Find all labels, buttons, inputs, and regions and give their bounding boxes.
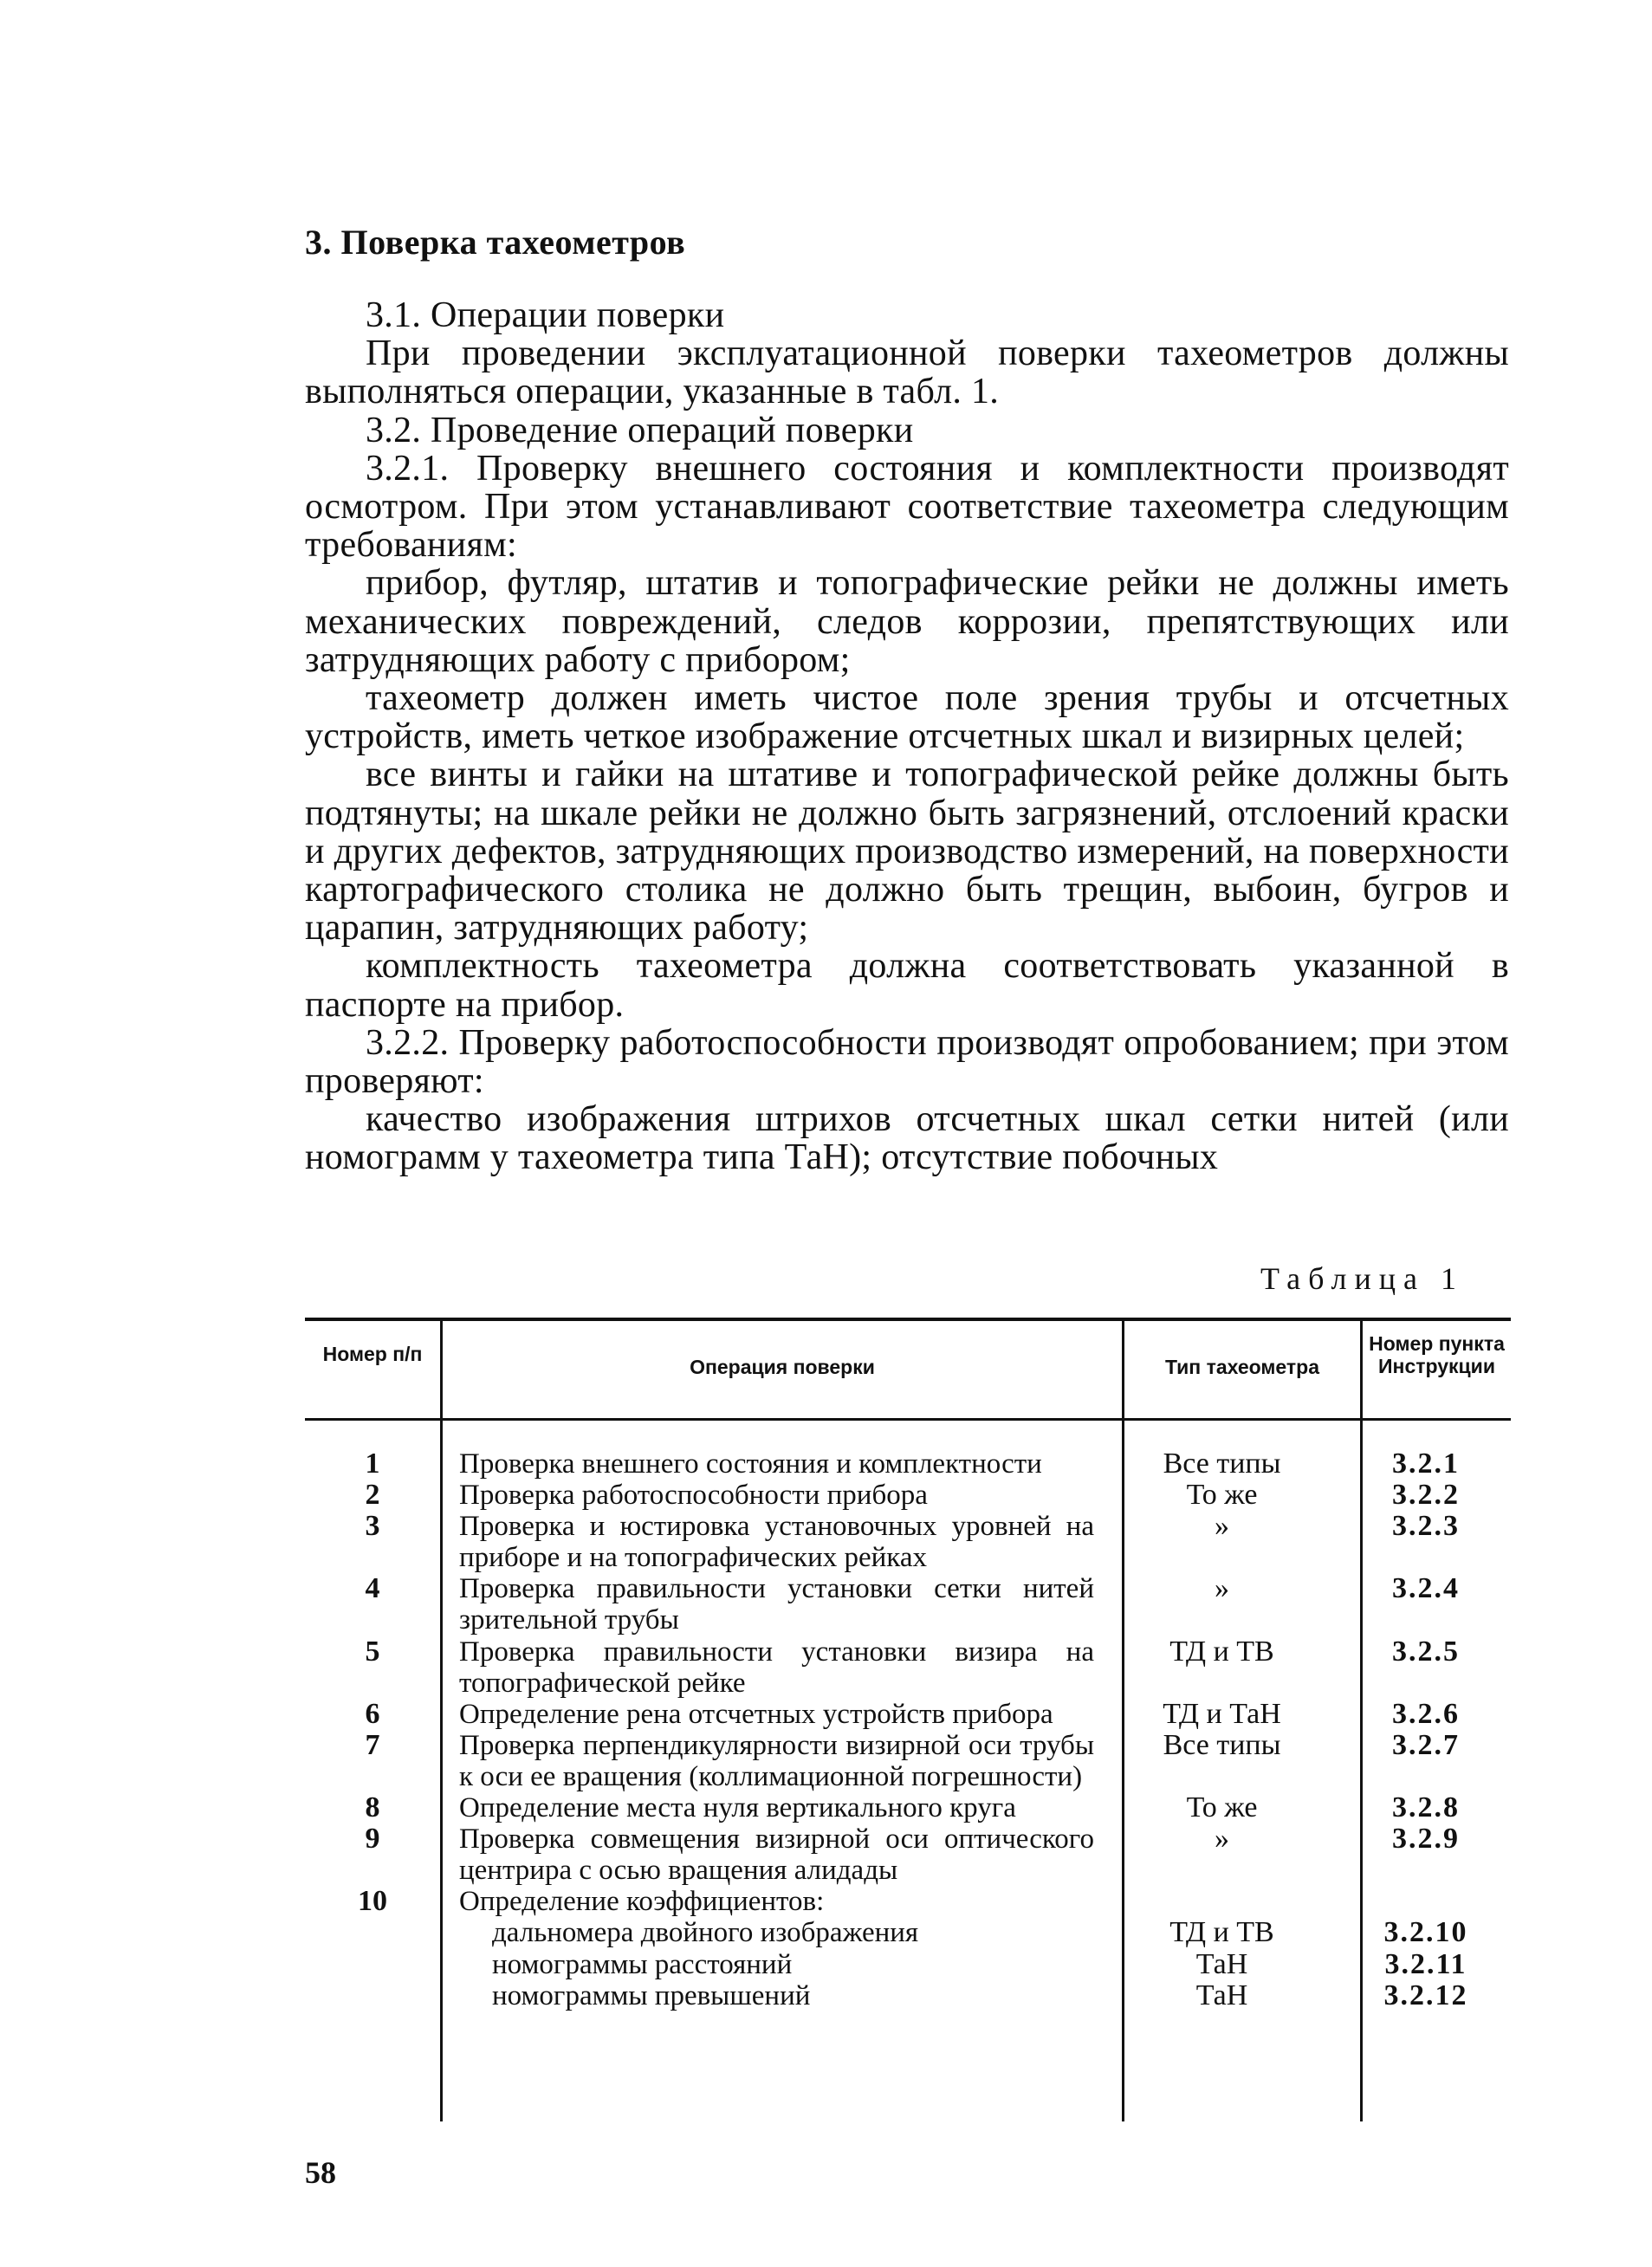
row-type: Все типы [1163, 1448, 1281, 1480]
row-operation: Проверка совмещения визирной оси оптического центрира с осью вращения алидады [459, 1823, 1094, 1887]
row-num: 4 [365, 1572, 380, 1605]
paragraph: комплектность тахеометра должна соответствовать указанной в паспорте на прибор. [305, 946, 1509, 1025]
table-row [305, 1730, 1511, 1792]
row-num: 8 [365, 1791, 380, 1824]
header-operation: Операция поверки [690, 1356, 875, 1378]
paragraph: качество изображения штрихов отсчетных шкал сетки нитей (или номограмм у тахеометра типа ТаН); отсутствие побочных [305, 1099, 1509, 1178]
paragraph: 3.1. Операции поверки [366, 295, 725, 335]
row-operation: Проверка и юстировка установочных уровней на приборе и на топографических рейках [459, 1511, 1094, 1574]
row-num: 5 [365, 1635, 380, 1668]
row-ref: 3.2.3 [1392, 1510, 1460, 1543]
table-row [305, 1886, 1511, 1917]
page-number: 58 [305, 2155, 336, 2190]
row-num: 1 [365, 1448, 380, 1480]
row-operation: Проверка правильности установки сетки нитей зрительной трубы [459, 1573, 1094, 1636]
row-num: 7 [365, 1728, 380, 1761]
table-caption: Таблица 1 [1260, 1261, 1464, 1296]
row-num-empty [305, 1917, 440, 1948]
paragraph: 3.2. Проведение операций поверки [366, 410, 914, 450]
row-num-empty [305, 1949, 440, 1980]
row-ref: 3.2.5 [1392, 1635, 1460, 1668]
row-ref: 3.2.4 [1392, 1572, 1460, 1605]
table-row [305, 1699, 1511, 1730]
table-subrow [305, 1980, 1511, 2011]
row-ref: 3.2.6 [1392, 1697, 1460, 1730]
row-num: 2 [365, 1479, 380, 1512]
section-title: 3. Поверка тахеометров [305, 223, 686, 262]
table-subrow [305, 1949, 1511, 1980]
row-type: То же [1186, 1479, 1258, 1512]
row-num-empty [305, 1980, 440, 2011]
paragraph: все винты и гайки на штативе и топографической рейке должны быть подтянуты; на шкале рейки не должно быть загрязнений, отслоений краски и других дефектов, затрудняющих производство измерений, на поверхности картографического столика не должно быть трещин, выбоин, бугров и царапин, затрудняющих работу; [305, 755, 1509, 949]
row-operation: Определение коэффициентов: [459, 1886, 825, 1918]
row-operation: Проверка правильности установки визира на топографической рейке [459, 1635, 1094, 1699]
subrow-ref: 3.2.11 [1384, 1947, 1467, 1980]
paragraph: прибор, футляр, штатив и топографические рейки не должны иметь механических повреждений, следов коррозии, препятствующих или затрудняющих работу с прибором; [305, 563, 1509, 680]
row-operation: Определение рена отсчетных устройств прибора [459, 1698, 1053, 1730]
subrow-operation: дальномера двойного изображения [492, 1917, 919, 1949]
row-type: Все типы [1163, 1728, 1281, 1761]
row-type: » [1215, 1572, 1229, 1605]
row-type: ТД и ТВ [1169, 1635, 1274, 1668]
table-top-rule [305, 1318, 1511, 1321]
table-header-rule [305, 1418, 1511, 1421]
row-type: То же [1186, 1791, 1258, 1824]
table-row [305, 1511, 1511, 1573]
row-ref: 3.2.8 [1392, 1791, 1460, 1824]
row-ref: 3.2.9 [1392, 1823, 1460, 1856]
row-type: ТД и ТаН [1163, 1697, 1281, 1730]
row-num: 9 [365, 1823, 380, 1856]
table-row [305, 1636, 1511, 1699]
row-num: 6 [365, 1697, 380, 1730]
row-operation: Проверка работоспособности прибора [459, 1480, 928, 1512]
subrow-ref: 3.2.12 [1383, 1979, 1468, 2011]
row-operation: Проверка внешнего состояния и комплектности [459, 1448, 1042, 1480]
row-ref: 3.2.1 [1392, 1448, 1460, 1480]
table-row [305, 1823, 1511, 1886]
body-text [305, 296, 1509, 1177]
table-subrow [305, 1917, 1511, 1948]
paragraph: 3.2.1. Проверку внешнего состояния и комплектности производят осмотром. При этом устанавливают соответствие тахеометра следующим требованиям: [305, 448, 1509, 566]
subrow-operation: номограммы превышений [492, 1979, 811, 2011]
row-operation: Определение места нуля вертикального круга [459, 1792, 1016, 1824]
table-row [305, 1448, 1511, 1480]
paragraph: тахеометр должен иметь чистое поле зрения трубы и отсчетных устройств, иметь четкое изображение отсчетных шкал и визирных целей; [305, 678, 1509, 757]
header-ref: Номер пункта Инструкции [1369, 1332, 1505, 1377]
subrow-type: ТД и ТВ [1169, 1916, 1274, 1949]
table-row [305, 1573, 1511, 1635]
subrow-ref: 3.2.10 [1383, 1916, 1468, 1949]
table-body [305, 1448, 1511, 2011]
row-type: » [1215, 1510, 1229, 1543]
row-num: 10 [358, 1885, 387, 1918]
row-type [1103, 1886, 1341, 1917]
row-num: 3 [365, 1510, 380, 1543]
row-ref: 3.2.2 [1392, 1479, 1460, 1512]
subrow-type: ТаН [1195, 1979, 1248, 2011]
row-type: » [1215, 1823, 1229, 1856]
paragraph: 3.2.2. Проверку работоспособности производят опробованием; при этом проверяют: [305, 1022, 1509, 1102]
header-type: Тип тахеометра [1164, 1356, 1319, 1378]
row-ref: 3.2.7 [1392, 1728, 1460, 1761]
subrow-type: ТаН [1195, 1947, 1248, 1980]
paragraph: При проведении эксплуатационной поверки тахеометров должны выполняться операции, указанные в табл. 1. [305, 334, 1509, 412]
subrow-operation: номограммы расстояний [492, 1948, 793, 1980]
header-num: Номер п/п [322, 1343, 423, 1365]
row-ref [1341, 1886, 1511, 1917]
row-operation: Проверка перпендикулярности визирной оси трубы к оси ее вращения (коллимационной погрешности) [459, 1729, 1094, 1792]
table-row [305, 1792, 1511, 1823]
table-row [305, 1480, 1511, 1511]
